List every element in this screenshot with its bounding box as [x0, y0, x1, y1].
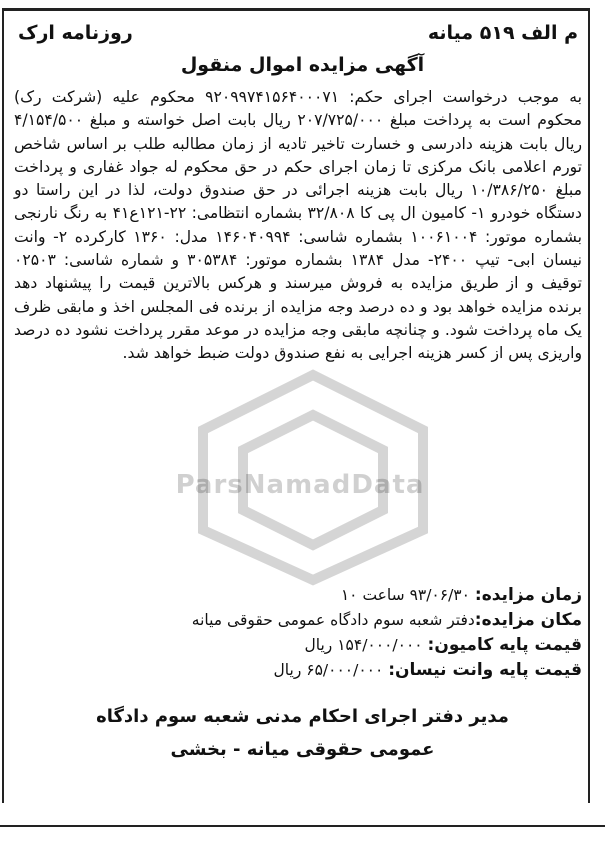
- truck-base-price-value: ۱۵۴/۰۰۰/۰۰۰ ریال: [304, 636, 428, 654]
- signature-line-1: مدیر دفتر اجرای احکام مدنی شعبه سوم دادگاه: [96, 706, 509, 727]
- body-paragraph: به موجب درخواست اجرای حکم: ۹۲۰۹۹۷۴۱۵۶۴۰۰۰۷۱ محکوم علیه (شرکت رک) محکوم است به پرداخت مبلغ ۲۰۷/۷۲۵/۰۰۰ ریال بابت اصل خواسته و مبلغ ۴/۱۵۴/۵۰۰ ریال بابت هزینه دادرسی و خسارت تاخیر تادیه از زمان مطالبه طلب بر اساس شاخص تورم اعلامی بانک مرکزی تا زمان اجرای حکم در حق محکوم له جواد غفاری و پرداخت مبلغ ۱۰/۳۸۶/۲۵۰ ریال بابت هزینه اجرائی در حق صندوق دولت، لذا در این راستا دو دستگاه خودرو ۱- کامیون ال پی کا ۳۲/۸۰۸ بشماره انتظامی: ۲۲-۱۲۱ع۴۱ به رنگ نارنجی بشماره موتور: ۱۰۰۶۱۰۰۴ بشماره شاسی: ۱۴۶۰۴۰۹۹۴ مدل: ۱۳۶۰ کارکرده ۲- وانت نیسان ابی- تیپ ۲۴۰۰- مدل ۱۳۸۴ بشماره موتور: ۳۰۵۳۸۴ و شماره شاسی: ۰۲۵۰۳ توقیف و از طریق مزایده به فروش میرسند و هرکس بالاترین قیمت را پیشنهاد دهد برنده مزایده خواهد بود و ده درصد وجه مزایده از برنده فی المجلس اخذ و مابقی ظرف یک ماه پرداخت شود. و چنانچه مابقی وجه مزایده در موعد مقرر پرداخت نشود ده درصد واریزی پس از کسر هزینه اجرایی به نفع صندوق دولت ضبط خواهد شد.: [14, 88, 582, 363]
- truck-base-price: [14, 633, 582, 658]
- bottom-rule: [0, 825, 605, 827]
- auction-place-value: دفتر شعبه سوم دادگاه عمومی حقوقی میانه: [191, 611, 475, 629]
- pickup-base-price-label: قیمت پایه وانت نیسان:: [388, 660, 582, 680]
- auction-place-label: مکان مزایده:: [474, 610, 582, 630]
- signature-line-2: عمومی حقوقی میانه - بخشی: [170, 739, 435, 760]
- pickup-base-price-value: ۶۵/۰۰۰/۰۰۰ ریال: [273, 661, 389, 679]
- auction-time-value: ۹۳/۰۶/۳۰ ساعت ۱۰: [340, 586, 475, 604]
- ad-body: [14, 86, 582, 366]
- newspaper-name: روزنامه ارک: [18, 22, 133, 44]
- pickup-base-price: [14, 658, 582, 683]
- ad-header: [18, 22, 578, 48]
- signature-block: [0, 700, 605, 766]
- ad-title: آگهی مزایده اموال منقول: [180, 54, 425, 76]
- watermark-text: ParsNamadData: [175, 470, 425, 500]
- issue-number: م الف ۵۱۹ میانه: [427, 22, 578, 44]
- auction-time: [14, 583, 582, 608]
- auction-place: [14, 608, 582, 633]
- truck-base-price-label: قیمت پایه کامیون:: [427, 635, 582, 655]
- auction-time-label: زمان مزایده:: [474, 585, 582, 605]
- auction-facts: [14, 583, 582, 683]
